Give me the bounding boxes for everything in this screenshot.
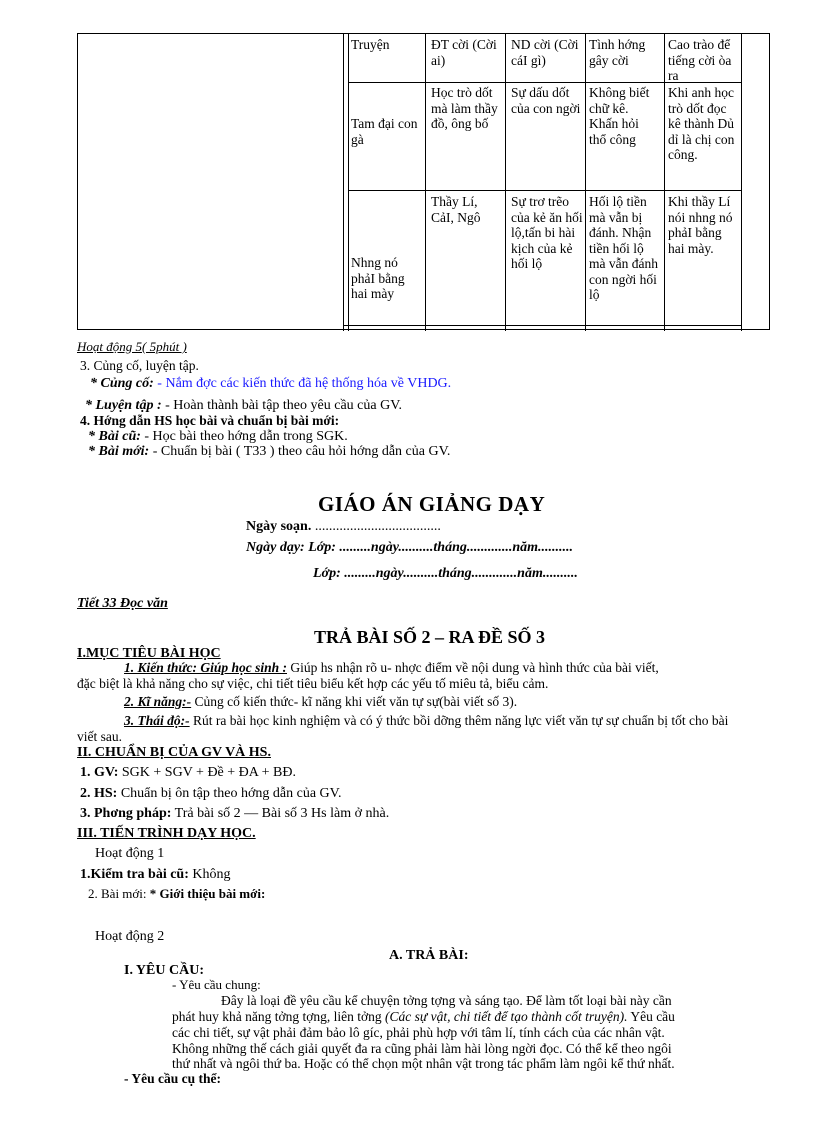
table-header-climax: Cao trào để tiếng cời òa ra [668, 37, 732, 83]
prep-date: Ngày soạn. .................................... [246, 519, 441, 534]
req-paragraph-2: phát huy khả năng tởng tợng, liên tởng (Các sự vật, chi tiết để tạo thành cốt truyện). Yêu cầu [172, 1009, 675, 1024]
old-lesson-line: * Bài cũ: - Học bài theo hớng dẫn trong SGK. [88, 429, 348, 444]
new-lesson-line: * Bài mới: - Chuẩn bị bài ( T33 ) theo câu hỏi hớng dẫn của GV. [88, 444, 451, 459]
skill-line: 2. Kĩ năng:- Củng cố kiến thức- kĩ năng khi viết văn tự sự(bài viết số 3). [124, 694, 518, 709]
teach-date-2: Lớp: .........ngày..........tháng.............năm.......... [313, 566, 578, 581]
table-cell: Nhng nó phảI bằng hai mày [351, 255, 405, 301]
practice-line: * Luyện tập : - Hoàn thành bài tập theo yêu cầu của GV. [85, 398, 402, 413]
activity-1-heading: Hoạt động 1 [95, 846, 165, 861]
lesson-title: TRẢ BÀI SỐ 2 – RA ĐỀ SỐ 3 [314, 627, 546, 647]
section-preparation: II. CHUẨN BỊ CỦA GV VÀ HS. [77, 745, 271, 760]
general-requirements: - Yêu cầu chung: [172, 977, 261, 992]
summary-table [77, 33, 770, 330]
requirements-heading: I. YÊU CẦU: [124, 963, 204, 978]
attitude-line: 3. Thái độ:- Rút ra bài học kinh nghiệm và có ý thức bồi dỡng thêm năng lực viết văn tự sự chuẩn bị tốt cho bài [124, 713, 729, 728]
table-cell: Sự trơ trẽo của kẻ ăn hối lộ,tấn bi hài kịch của kẻ hối lộ [511, 194, 583, 271]
method-line: 3. Phơng pháp: Trả bài số 2 — Bài số 3 Hs làm ở nhà. [80, 806, 390, 821]
activity-2-heading: Hoạt động 2 [95, 929, 165, 944]
req-paragraph-3: các chi tiết, sự vật phải đảm bảo lô gíc, phải phù hợp với tâm lí, tính cách của các nhân vật. [172, 1025, 665, 1040]
teach-date: Ngày dạy: Lớp: .........ngày..........tháng.............năm.......... [246, 540, 574, 555]
new-lesson-intro: 2. Bài mới: * Giới thiệu bài mới: [88, 886, 266, 901]
table-cell: Hối lộ tiền mà vẫn bị đánh. Nhận tiền hối lộ mà vẫn đánh con ngời hối lộ [589, 194, 658, 302]
consolidate-line: * Củng cố: - Nắm đợc các kiến thức đã hệ thống hóa về VHDG. [90, 376, 452, 391]
table-cell: Học trò dốt mà làm thầy đồ, ông bố [431, 85, 498, 131]
table-header-story: Truyện [351, 37, 390, 52]
section-a-heading: A. TRẢ BÀI: [389, 948, 469, 963]
table-cell: Sự dấu dốt của con ngời [511, 85, 581, 116]
table-header-situation: Tình hớng gây cời [589, 37, 646, 68]
specific-requirements: - Yêu cầu cụ thể: [124, 1071, 221, 1086]
table-header-content: ND cời (Cời cáI gì) [511, 37, 579, 68]
guide-heading: 4. Hớng dẫn HS học bài và chuẩn bị bài mới: [80, 413, 340, 428]
attitude-line-2: viết sau. [77, 729, 122, 744]
req-paragraph-4: Không những thế cách giải quyết đa ra cũng phải làm hài lòng ngời đọc. Có thể kể theo ngôi [172, 1041, 672, 1056]
table-cell: Tam đại con gà [351, 116, 418, 147]
table-cell: Không biết chữ kê. Khấn hỏi thổ công [589, 85, 650, 147]
knowledge-line-2: đặc biệt là khả năng cho sự việc, chi tiết tiêu biểu kết hợp các yếu tố miêu tả, biểu cảm. [77, 676, 549, 691]
gv-line: 1. GV: SGK + SGV + Đề + ĐA + BĐ. [80, 765, 296, 780]
table-header-target: ĐT cời (Cời ai) [431, 37, 497, 68]
req-paragraph-1: Đây là loại đề yêu cầu kể chuyện tởng tợng và sáng tạo. Để làm tốt loại bài này cần [221, 993, 672, 1008]
activity-5-heading: Hoạt động 5( 5phút ) [77, 339, 187, 354]
knowledge-line: 1. Kiến thức: Giúp học sinh : Giúp hs nhận rõ u- nhợc điểm về nội dung và hình thức của bài viết, [124, 660, 659, 675]
table-cell: Khi thầy Lí nói nhng nó phảI bằng hai mày. [668, 194, 733, 256]
lesson-number: Tiết 33 Đọc văn [77, 596, 168, 611]
table-cell: Khi anh học trò dốt đọc kê thành Dủ dỉ là chị con công. [668, 85, 735, 162]
section-objectives: I.MỤC TIÊU BÀI HỌC [77, 646, 221, 661]
req-paragraph-5: thứ nhất và ngôi thứ ba. Hoặc có thể chọn một nhân vật trong tác phẩm làm ngôi kể thứ nhất. [172, 1056, 675, 1071]
check-old-lesson: 1.Kiểm tra bài cũ: Không [80, 867, 231, 882]
document-title: GIÁO ÁN GIẢNG DẠY [318, 492, 546, 516]
consolidate-heading: 3. Củng cố, luyện tập. [80, 358, 199, 373]
table-cell: Thầy Lí, CảI, Ngô [431, 194, 481, 225]
hs-line: 2. HS: Chuẩn bị ôn tập theo hớng dẫn của GV. [80, 786, 342, 801]
section-procedure: III. TIẾN TRÌNH DẠY HỌC. [77, 826, 256, 841]
